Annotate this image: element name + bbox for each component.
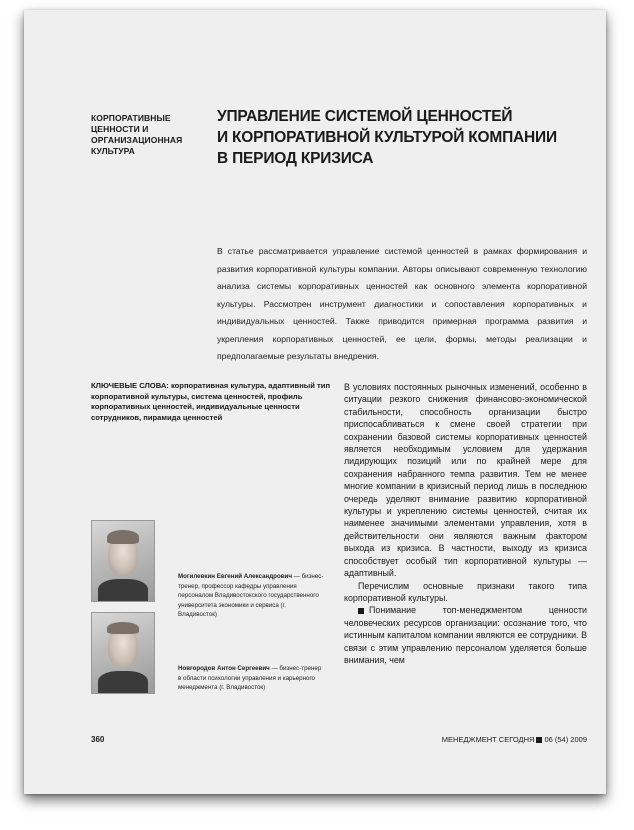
article-title-line: УПРАВЛЕНИЕ СИСТЕМОЙ ЦЕННОСТЕЙ <box>217 108 513 125</box>
square-separator-icon <box>536 737 542 743</box>
page-number: 360 <box>91 735 105 744</box>
journal-footer <box>442 735 587 744</box>
author-name: Новгородов Антон Сергеевич <box>178 665 270 672</box>
body-paragraph: В условиях постоянных рыночных изменений, особенно в ситуации резкого снижения финансово-экономической стабильности, способность организации быстро приспосабливаться к смене своей стратегии при сохранении базовой системы корпоративных ценностей является необходимым условием для удержания лидирующих позиций или по крайней мере для сохранения набранного темпа развития. Тем не менее многие компании в кризисный период лишь в последнюю очередь уделяют внимание развитию корпоративной культуры и укреплению системы ценностей, считая их наименее значимыми элементами управления, хотя в действительности они являются важным фактором выхода из кризиса. В частности, выходу из кризиса способствует особый тип корпоративной культуры — адаптивный. <box>344 382 587 579</box>
section-label <box>91 113 201 157</box>
article-title-line: И КОРПОРАТИВНОЙ КУЛЬТУРОЙ КОМПАНИИ <box>217 129 557 146</box>
section-label-line: ЦЕННОСТИ И <box>91 124 149 134</box>
journal-issue: 06 (54) 2009 <box>544 735 587 744</box>
section-label-line: ОРГАНИЗАЦИОННАЯ <box>91 135 183 145</box>
square-bullet-icon <box>358 608 364 614</box>
author-photo <box>91 520 155 602</box>
body-paragraph: Перечислим основные признаки такого типа корпоративной культуры. <box>344 580 587 603</box>
author-description: — бизнес-тренер в области психологии управления и карьерного менеджмента (г. Владивосток) <box>178 665 322 691</box>
section-label-line: КУЛЬТУРА <box>91 146 135 156</box>
keywords-text: корпоративная культура, адаптивный тип корпоративной культуры, система ценностей, профиль корпоративных ценностей, индивидуальные ценности сотрудников, пирамида ценностей <box>91 381 331 422</box>
author-name: Могилевкин Евгений Александрович <box>178 573 292 580</box>
author-photo <box>91 612 155 694</box>
author-bio <box>178 572 326 620</box>
body-bullet-text: Понимание топ-менеджментом ценности человеческих ресурсов организации: осознание того, что истинным капиталом компании являются ее сотрудники. В связи с этим управлению персоналом уделяется больше внимания, чем <box>344 605 587 665</box>
article-title-line: В ПЕРИОД КРИЗИСА <box>217 150 374 167</box>
keywords-label: КЛЮЧЕВЫЕ СЛОВА: <box>91 381 169 390</box>
body-bullet <box>344 604 587 666</box>
abstract: В статье рассматривается управление системой ценностей в рамках формирования и развития корпоративной культуры компании. Авторы описывают современную технологию анализа системы корпоративных ценностей как основного элемента корпоративной культуры. Рассмотрен инструмент диагностики и сопоставления корпоративных и индивидуальных ценностей. Также приводится примерная программа развития и укрепления корпоративных ценностей, ее цели, формы, методы реализации и предполагаемые результаты внедрения. <box>217 246 587 361</box>
journal-name: МЕНЕДЖМЕНТ СЕГОДНЯ <box>441 735 535 744</box>
author-description: — бизнес-тренер, профессор кафедры управления персоналом Владивостокского государственного университета экономики и сервиса (г. Владивосток) <box>178 573 324 618</box>
author-bio <box>178 664 326 693</box>
article-title <box>217 106 587 169</box>
section-label-line: КОРПОРАТИВНЫЕ <box>91 113 171 123</box>
keywords <box>91 381 331 423</box>
body-text <box>344 381 587 666</box>
